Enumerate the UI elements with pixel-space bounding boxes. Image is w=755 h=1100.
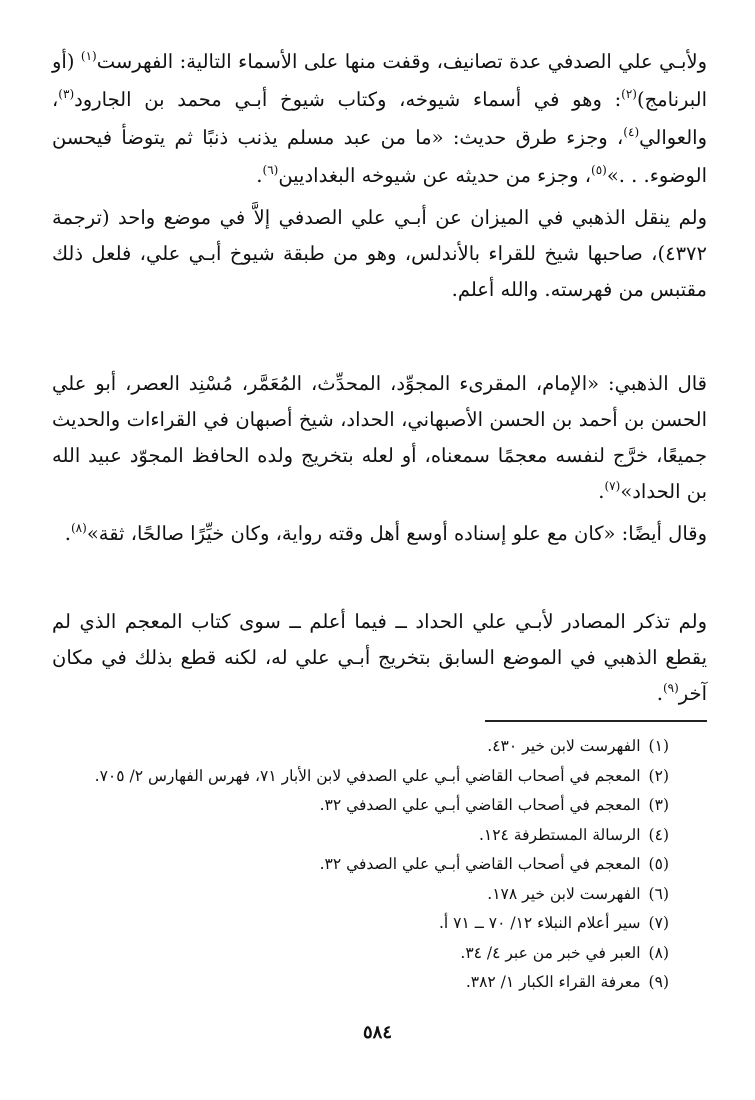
footnote-number: (٩) <box>648 973 669 991</box>
footnote-item <box>49 732 669 762</box>
paragraph-dhahabi-also <box>52 516 707 554</box>
footnote-item <box>49 968 669 998</box>
paragraph-text: : وهو في أسماء شيوخه، وكتاب شيوخ أبـي محمد بن الجارود <box>74 88 622 111</box>
paragraph-text: . <box>656 682 663 705</box>
paragraph-text: ولم تذكر المصادر لأبـي علي الحداد ــ فيما أعلم ــ سوى كتاب المعجم الذي لم يقطع الذهبي في الموضع السابق بتخريج أبـي علي له، لكنه قطع بذلك في مكان آخر <box>52 610 707 705</box>
footnote-ref-3[interactable]: (٣) <box>58 87 75 101</box>
footnote-text: معرفة القراء الكبار ١/ ٣٨٢. <box>465 973 641 991</box>
paragraph-text: وقال أيضًا: «كان مع علو إسناده أوسع أهل وقته رواية، وكان خيِّرًا صالحًا، ثقة» <box>86 522 707 545</box>
paragraph-text: ولم ينقل الذهبي في الميزان عن أبـي علي الصدفي إلاَّ في موضع واحد (ترجمة ٤٣٧٢)، صاحبها شيخ للقراء بالأندلس، وهو من طبقة شيوخ أبـي علي، فلعل ذلك مقتبس من فهرسته. والله أعلم. <box>52 206 707 301</box>
footnote-number: (٧) <box>648 914 669 932</box>
footnote-ref-6[interactable]: (٦) <box>262 163 279 177</box>
footnote-divider <box>485 720 707 722</box>
footnote-ref-9[interactable]: (٩) <box>662 681 679 695</box>
footnote-text: سير أعلام النبلاء ١٢/ ٧٠ ــ ٧١ أ. <box>438 914 641 932</box>
footnote-number: (١) <box>648 737 669 755</box>
paragraph-dhahabi-mizan <box>52 200 707 308</box>
paragraph-text: ، وجزء طرق حديث: «ما من عبد مسلم يذنب ذنبًا ثم يتوضأ فيحسن الوضوء. . .» <box>52 126 707 187</box>
footnote-item <box>49 939 669 969</box>
paragraph-sources <box>52 604 707 714</box>
footnote-number: (٥) <box>648 855 669 873</box>
footnote-number: (٤) <box>648 825 669 844</box>
footnote-ref-7[interactable]: (٧) <box>604 479 621 493</box>
footnote-number: (٨) <box>648 943 669 962</box>
paragraph-text: قال الذهبي: «الإمام، المقرىء المجوِّد، المحدِّث، المُعَمَّر، مُسْنِد العصر، أبو علي الحسن بن أحمد بن الحسن الأصبهاني، الحداد، شيخ أصبهان في القراءات والحديث جميعًا، خرَّج لنفسه معجمًا سمعناه، أو لعله بتخريج ولده الحافظ المجوّد عبيد الله بن الحداد» <box>52 372 707 503</box>
footnote-text: المعجم في أصحاب القاضي أبـي علي الصدفي لابن الأبار ٧١، فهرس الفهارس ٢/ ٧٠٥. <box>94 766 641 785</box>
footnote-number: (٢) <box>648 766 669 785</box>
footnote-text: العبر في خبر من عبر ٤/ ٣٤. <box>460 943 641 962</box>
footnote-ref-1[interactable]: (١) <box>80 49 97 63</box>
footnote-item <box>49 821 669 851</box>
paragraph-text: ، والعوالي <box>52 88 707 149</box>
footnotes-list <box>49 732 669 998</box>
footnote-text: الرسالة المستطرفة ١٢٤. <box>478 825 641 844</box>
paragraph-text: . <box>64 522 71 545</box>
footnote-item <box>49 880 669 910</box>
footnote-ref-8[interactable]: (٨) <box>70 521 87 535</box>
footnote-number: (٣) <box>648 796 669 814</box>
footnote-ref-4[interactable]: (٤) <box>623 125 640 139</box>
paragraph-text: ، وجزء من حديثه عن شيوخه البغداديين <box>278 164 591 187</box>
footnote-number: (٦) <box>648 884 669 903</box>
page-number: ٥٨٤ <box>362 1022 392 1043</box>
paragraph-text: . <box>256 164 263 187</box>
footnote-item <box>49 762 669 792</box>
footnote-text: المعجم في أصحاب القاضي أبـي علي الصدفي ٣٢. <box>319 796 641 814</box>
footnote-text: المعجم في أصحاب القاضي أبـي علي الصدفي ٣٢. <box>319 855 641 873</box>
footnote-text: الفهرست لابن خير ١٧٨. <box>487 884 641 903</box>
paragraph-sadafi-works <box>52 44 707 196</box>
paragraph-text: . <box>598 480 605 503</box>
paragraph-text: ولأبـي علي الصدفي عدة تصانيف، وقفت منها على الأسماء التالية: الفهرست <box>96 50 707 73</box>
footnote-item <box>49 850 669 880</box>
footnote-item <box>49 791 669 821</box>
paragraph-dhahabi-quote <box>52 366 707 512</box>
footnote-item <box>49 909 669 939</box>
footnote-text: الفهرست لابن خير ٤٣٠. <box>487 737 641 755</box>
paragraph-text: (أو البرنامج) <box>52 50 707 111</box>
footnote-ref-2[interactable]: (٢) <box>621 87 637 101</box>
footnote-ref-5[interactable]: (٥) <box>591 163 607 177</box>
